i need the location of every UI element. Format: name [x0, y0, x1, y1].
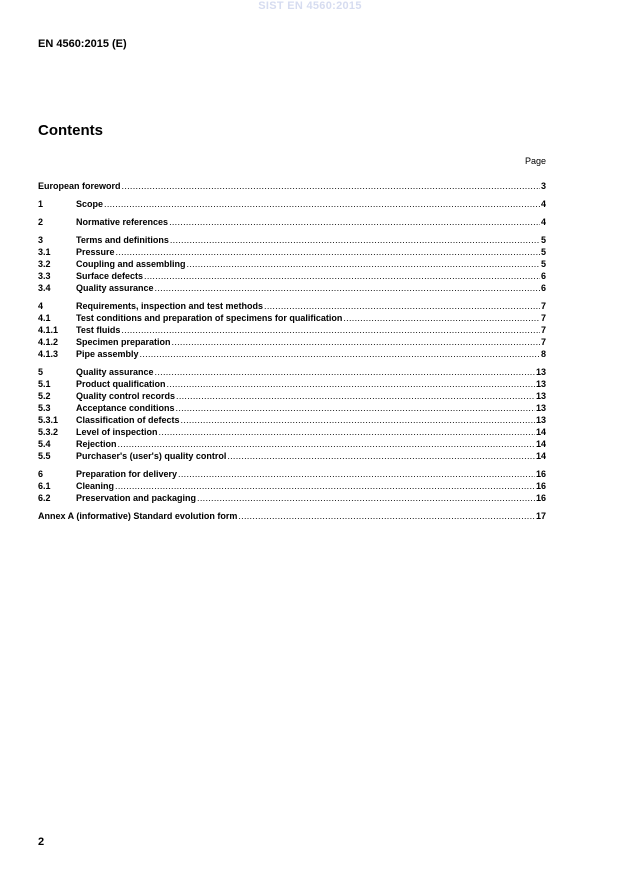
toc-entry-number: 4.1.1 — [38, 325, 59, 335]
toc-entry[interactable] — [38, 390, 546, 402]
toc-entry-page: 5 — [540, 247, 546, 257]
toc-entry-page: 6 — [540, 271, 546, 281]
toc-dot-leader — [343, 312, 540, 324]
toc-entry-title: Quality assurance — [76, 283, 154, 293]
toc-entry-page: 8 — [540, 349, 546, 359]
toc-entry[interactable] — [38, 180, 546, 192]
toc-entry-title: Normative references — [76, 217, 169, 227]
toc-entry-page: 13 — [535, 379, 546, 389]
toc-entry[interactable] — [38, 246, 546, 258]
toc-entry-title: Terms and definitions — [76, 235, 169, 245]
toc-entry-title: Scope — [76, 199, 104, 209]
toc-entry-number: 3.1 — [38, 247, 51, 257]
toc-dot-leader — [121, 324, 540, 336]
toc-entry-number: 5.3 — [38, 403, 51, 413]
toc-dot-leader — [118, 438, 535, 450]
toc-entry[interactable] — [38, 438, 546, 450]
toc-entry[interactable] — [38, 492, 546, 504]
toc-entry-page: 13 — [535, 367, 546, 377]
toc-entry-title: European foreword — [38, 181, 121, 191]
toc-entry[interactable] — [38, 258, 546, 270]
toc-entry-title: Annex A (informative) Standard evolution form — [38, 511, 238, 521]
toc-entry-page: 7 — [540, 313, 546, 323]
toc-entry-page: 4 — [540, 217, 546, 227]
toc-entry-page: 16 — [535, 481, 546, 491]
toc-entry-number: 5.5 — [38, 451, 51, 461]
toc-entry-page: 3 — [540, 181, 546, 191]
toc-entry[interactable] — [38, 300, 546, 312]
toc-entry-title: Cleaning — [76, 481, 115, 491]
toc-entry[interactable] — [38, 468, 546, 480]
toc-entry-page: 6 — [540, 283, 546, 293]
toc-entry[interactable] — [38, 216, 546, 228]
toc-entry-number: 6.1 — [38, 481, 51, 491]
toc-entry[interactable] — [38, 234, 546, 246]
toc-entry[interactable] — [38, 402, 546, 414]
toc-entry-number: 3.3 — [38, 271, 51, 281]
toc-entry-number: 3.4 — [38, 283, 51, 293]
toc-entry-title: Quality assurance — [76, 367, 154, 377]
toc-entry-title: Preparation for delivery — [76, 469, 178, 479]
toc-entry-number: 5.3.2 — [38, 427, 59, 437]
toc-entry-number: 4.1.3 — [38, 349, 59, 359]
toc-dot-leader — [176, 402, 535, 414]
toc-entry[interactable] — [38, 324, 546, 336]
toc-entry-title: Level of inspection — [76, 427, 158, 437]
toc-entry-title: Acceptance conditions — [76, 403, 175, 413]
page-number: 2 — [38, 836, 45, 848]
toc-entry[interactable] — [38, 198, 546, 210]
toc-entry-page: 16 — [535, 469, 546, 479]
toc-entry[interactable] — [38, 312, 546, 324]
toc-dot-leader — [155, 282, 540, 294]
toc-entry-page: 13 — [535, 403, 546, 413]
toc-dot-leader — [115, 480, 535, 492]
toc-dot-leader — [122, 180, 540, 192]
toc-entry-title: Purchaser's (user's) quality control — [76, 451, 227, 461]
toc-entry[interactable] — [38, 282, 546, 294]
toc-entry-number: 5.2 — [38, 391, 51, 401]
toc-dot-leader — [264, 300, 540, 312]
toc-entry-title: Quality control records — [76, 391, 176, 401]
toc-dot-leader — [238, 510, 535, 522]
toc-entry-title: Specimen preparation — [76, 337, 171, 347]
toc-dot-leader — [172, 336, 540, 348]
toc-entry[interactable] — [38, 510, 546, 522]
toc-dot-leader — [144, 270, 540, 282]
toc-entry[interactable] — [38, 450, 546, 462]
toc-entry-page: 13 — [535, 391, 546, 401]
toc-entry-page: 4 — [540, 199, 546, 209]
toc-dot-leader — [227, 450, 535, 462]
toc-dot-leader — [197, 492, 535, 504]
toc-entry[interactable] — [38, 366, 546, 378]
toc-entry[interactable] — [38, 348, 546, 360]
toc-entry-number: 3.2 — [38, 259, 51, 269]
toc-entry-number: 4 — [38, 301, 44, 311]
toc-dot-leader — [167, 378, 535, 390]
toc-entry-number: 3 — [38, 235, 44, 245]
toc-dot-leader — [155, 366, 535, 378]
toc-dot-leader — [159, 426, 535, 438]
page-column-label: Page — [524, 156, 546, 166]
toc-entry[interactable] — [38, 378, 546, 390]
toc-entry-page: 17 — [535, 511, 546, 521]
toc-dot-leader — [187, 258, 540, 270]
toc-entry-number: 2 — [38, 217, 44, 227]
toc-entry-page: 13 — [535, 415, 546, 425]
toc-entry[interactable] — [38, 414, 546, 426]
toc-entry[interactable] — [38, 336, 546, 348]
toc-entry-title: Classification of defects — [76, 415, 180, 425]
toc-entry-title: Test fluids — [76, 325, 121, 335]
toc-entry-page: 7 — [540, 301, 546, 311]
toc-dot-leader — [140, 348, 540, 360]
table-of-contents — [38, 180, 546, 522]
toc-entry-page: 14 — [535, 451, 546, 461]
toc-entry-title: Product qualification — [76, 379, 166, 389]
toc-entry-number: 5.1 — [38, 379, 51, 389]
toc-entry-title: Surface defects — [76, 271, 144, 281]
toc-entry[interactable] — [38, 480, 546, 492]
toc-entry-page: 16 — [535, 493, 546, 503]
watermark: SIST EN 4560:2015 — [258, 0, 362, 12]
toc-entry-page: 14 — [535, 427, 546, 437]
toc-entry-title: Test conditions and preparation of specimens for qualification — [76, 313, 343, 323]
toc-entry-number: 4.1 — [38, 313, 51, 323]
toc-dot-leader — [181, 414, 535, 426]
toc-dot-leader — [169, 216, 540, 228]
toc-entry-number: 5.3.1 — [38, 415, 59, 425]
toc-entry-title: Pipe assembly — [76, 349, 139, 359]
toc-entry[interactable] — [38, 426, 546, 438]
toc-dot-leader — [116, 246, 540, 258]
toc-entry-page: 14 — [535, 439, 546, 449]
toc-entry-page: 7 — [540, 337, 546, 347]
toc-entry-title: Preservation and packaging — [76, 493, 197, 503]
toc-dot-leader — [176, 390, 535, 402]
document-id-header: EN 4560:2015 (E) — [38, 38, 127, 50]
contents-title: Contents — [38, 122, 103, 139]
toc-entry-page: 5 — [540, 235, 546, 245]
toc-dot-leader — [104, 198, 540, 210]
toc-dot-leader — [178, 468, 535, 480]
toc-entry-page: 7 — [540, 325, 546, 335]
toc-entry-title: Pressure — [76, 247, 115, 257]
toc-entry-number: 6.2 — [38, 493, 51, 503]
toc-entry-number: 4.1.2 — [38, 337, 59, 347]
toc-entry[interactable] — [38, 270, 546, 282]
toc-entry-title: Requirements, inspection and test methods — [76, 301, 264, 311]
toc-entry-page: 5 — [540, 259, 546, 269]
toc-entry-number: 5 — [38, 367, 44, 377]
toc-entry-number: 1 — [38, 199, 44, 209]
toc-entry-number: 6 — [38, 469, 44, 479]
toc-dot-leader — [170, 234, 540, 246]
toc-entry-title: Coupling and assembling — [76, 259, 186, 269]
toc-entry-number: 5.4 — [38, 439, 51, 449]
toc-entry-title: Rejection — [76, 439, 117, 449]
